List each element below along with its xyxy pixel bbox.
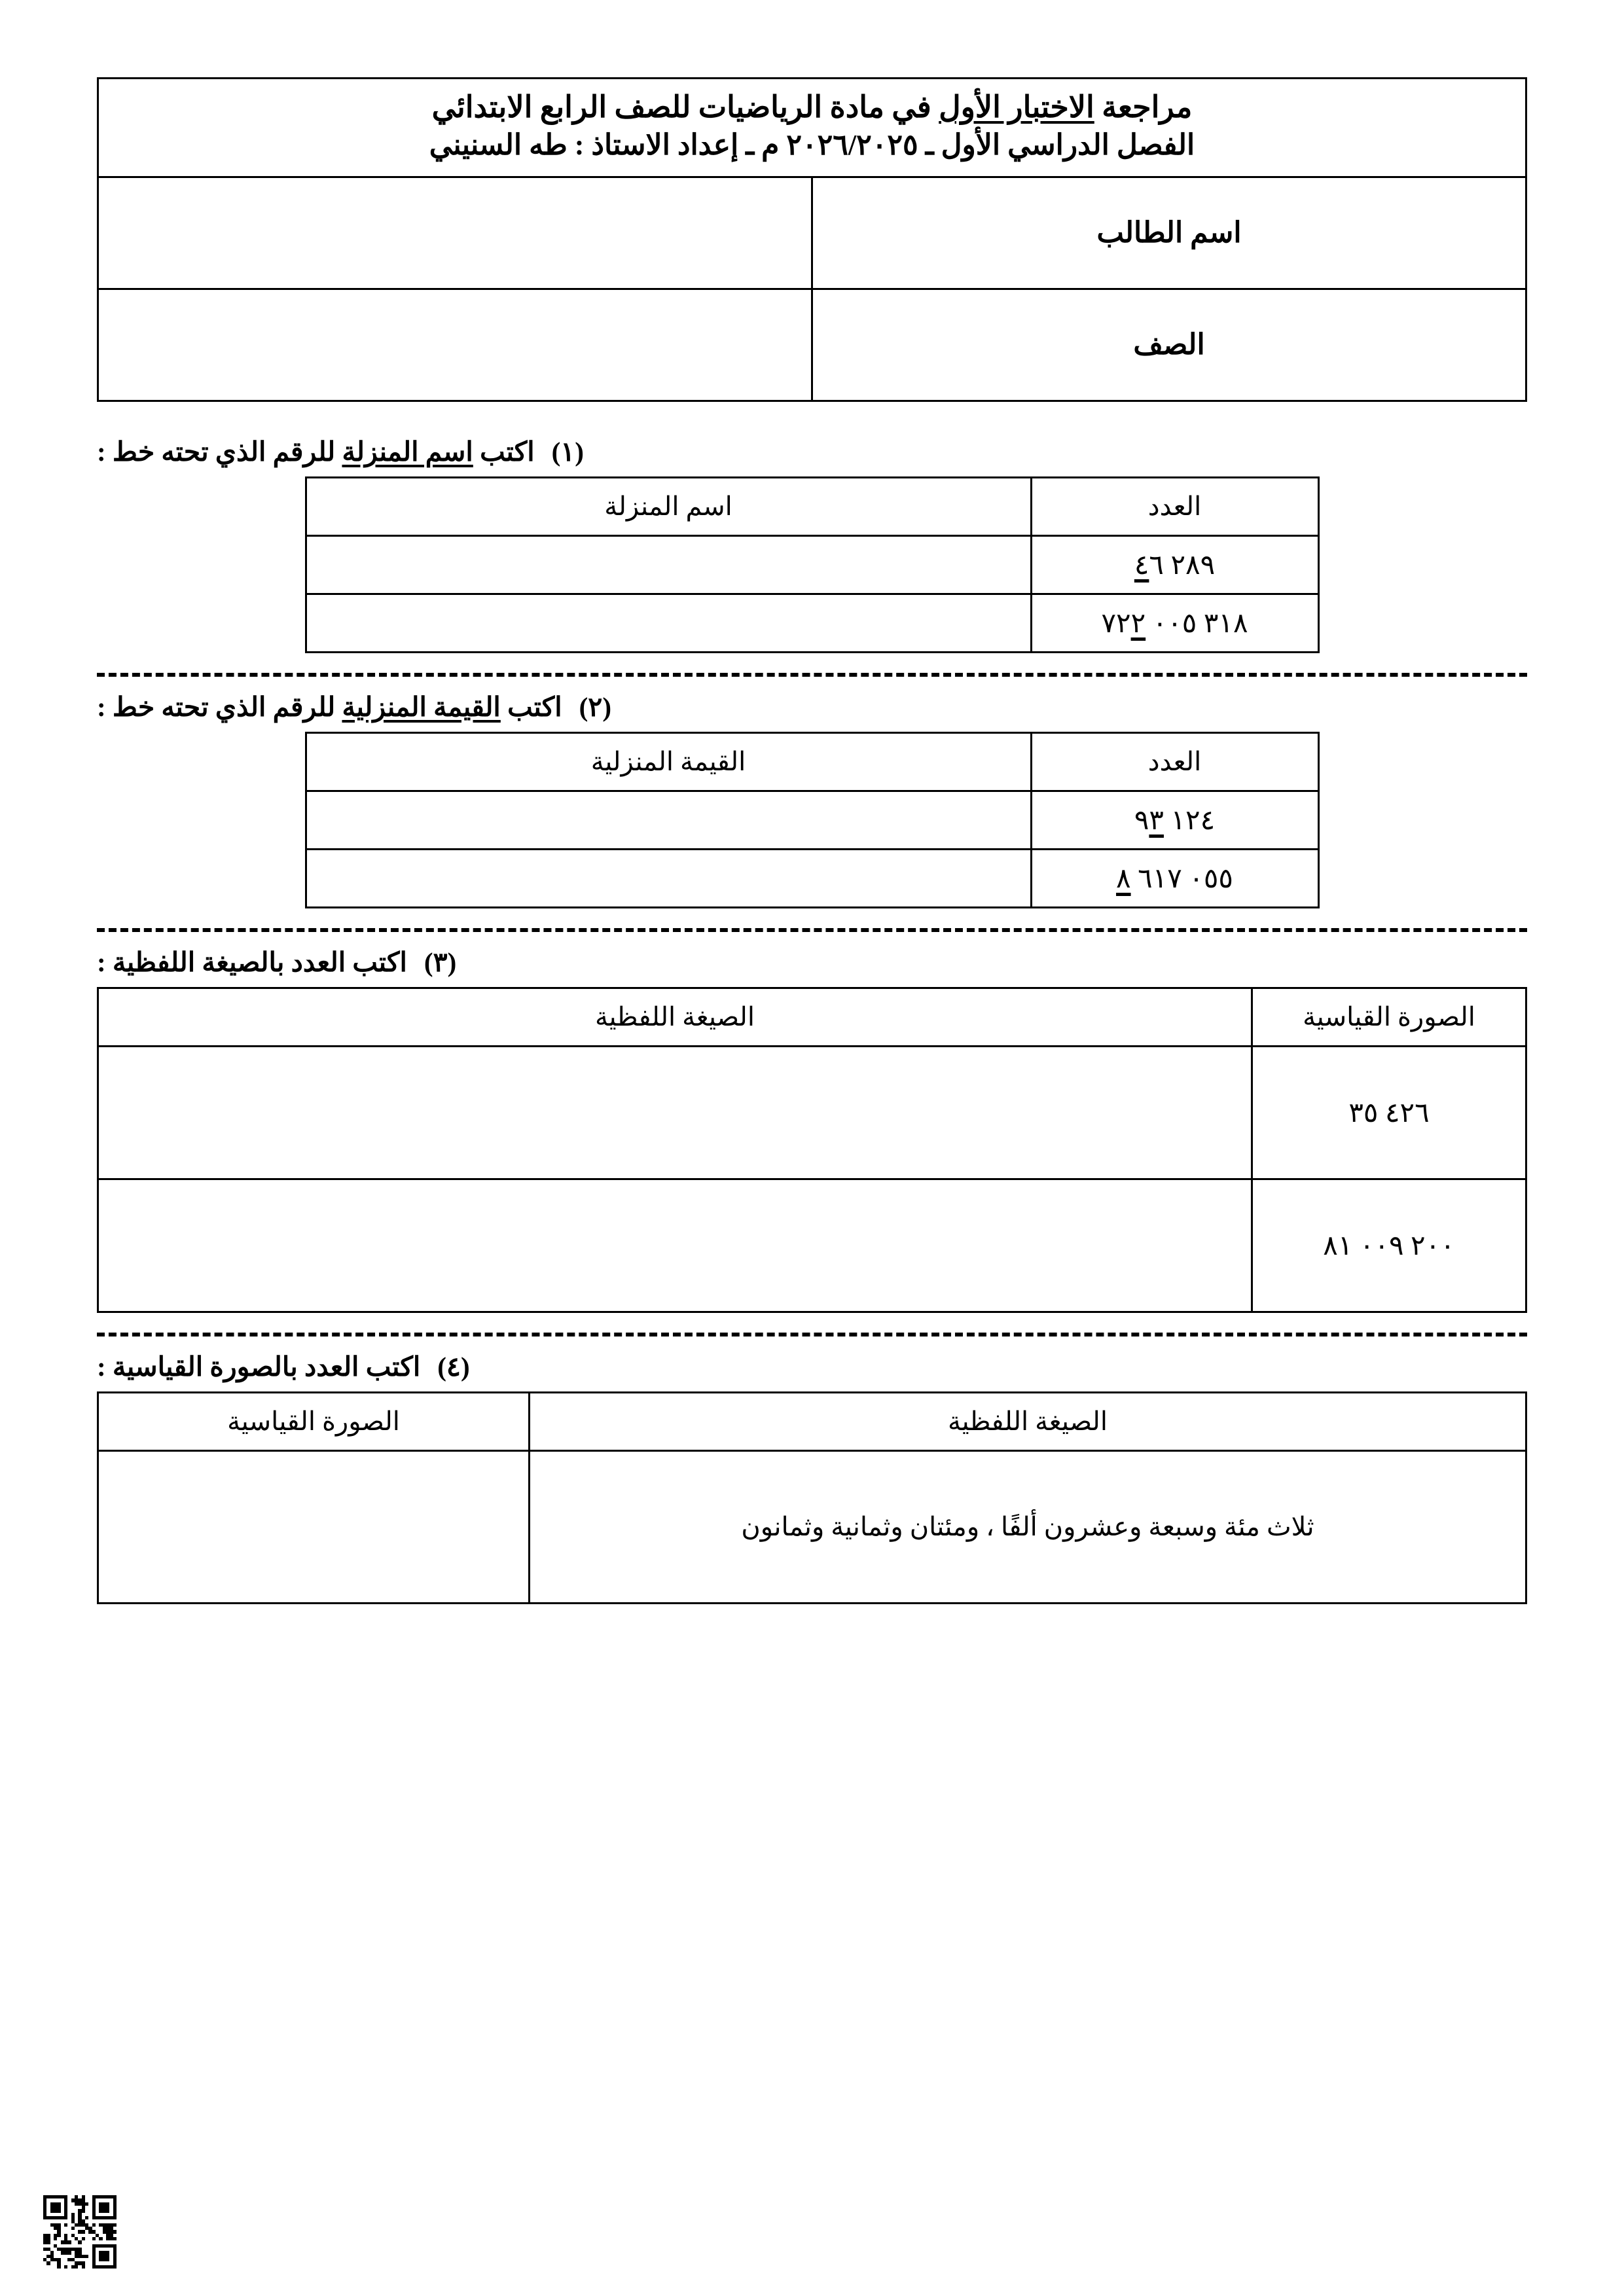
q1-row2-num-after: ٠٠٥ ٣١٨	[1146, 608, 1248, 639]
table-header-row	[98, 988, 1526, 1046]
table-row	[98, 1450, 1526, 1603]
table-header-row	[98, 1392, 1526, 1450]
qr-module	[99, 2265, 102, 2269]
header-table	[97, 77, 1527, 402]
class-label: الصف	[812, 289, 1526, 401]
q3-header-standard: الصورة القياسية	[1252, 988, 1526, 1046]
q1-header-number: العدد	[1031, 477, 1318, 535]
qr-module	[78, 2265, 81, 2269]
question-4-prompt-row	[97, 1351, 1527, 1382]
question-4-table	[97, 1391, 1527, 1604]
q1-row1-num-underlined: ٤	[1134, 550, 1149, 581]
q3-row1-verbal[interactable]	[98, 1046, 1252, 1179]
qr-module	[61, 2265, 64, 2269]
q2-row2-num-after: ٦١٧ ٠٥٥	[1130, 863, 1233, 894]
q1-row2-answer[interactable]	[306, 594, 1031, 652]
qr-module	[88, 2265, 92, 2269]
q2-header-number: العدد	[1031, 732, 1318, 791]
question-1-text-before: اكتب	[473, 436, 535, 467]
question-4-prompt	[97, 1351, 470, 1382]
student-name-row	[98, 177, 1526, 289]
table-header-row	[306, 477, 1318, 535]
table-row	[306, 849, 1318, 907]
qr-module	[64, 2265, 67, 2269]
q2-row2-number	[1031, 849, 1318, 907]
q2-row1-num-after: ١٢٤	[1163, 805, 1216, 836]
qr-module	[54, 2265, 57, 2269]
question-1-table	[305, 476, 1320, 653]
table-row	[306, 791, 1318, 849]
q1-row2-number	[1031, 594, 1318, 652]
question-1-text-underlined: اسم المنزلة	[342, 436, 473, 467]
q3-row2-verbal[interactable]	[98, 1179, 1252, 1312]
qr-module	[71, 2265, 75, 2269]
q3-row1-standard	[1252, 1046, 1526, 1179]
question-3-prompt	[97, 946, 456, 978]
qr-module	[57, 2265, 60, 2269]
question-2-prompt-row	[97, 691, 1527, 723]
question-4-text: اكتب العدد بالصورة القياسية :	[97, 1351, 421, 1382]
q2-row1-num-underlined: ٣	[1149, 805, 1164, 836]
qr-module	[67, 2265, 71, 2269]
q2-row1-answer[interactable]	[306, 791, 1031, 849]
question-2-number: (٢)	[579, 691, 611, 722]
q2-row2-num-underlined: ٨	[1116, 863, 1131, 894]
question-1-prompt-row	[97, 436, 1527, 467]
title-row	[98, 79, 1526, 177]
exam-title-cell	[98, 79, 1526, 177]
table-row	[306, 594, 1318, 652]
class-row	[98, 289, 1526, 401]
q4-row1-standard[interactable]	[98, 1450, 530, 1603]
q3-row2-standard-value: ٨١ ٠٠٩ ٢٠٠	[1323, 1230, 1455, 1261]
qr-module	[43, 2265, 46, 2269]
qr-code-icon	[43, 2195, 117, 2269]
q1-header-answer: اسم المنزلة	[306, 477, 1031, 535]
spacer	[97, 402, 1527, 436]
qr-module	[113, 2265, 117, 2269]
question-3-text: اكتب العدد بالصيغة اللفظية :	[97, 946, 407, 977]
qr-module	[50, 2265, 54, 2269]
q3-row2-standard	[1252, 1179, 1526, 1312]
question-1-prompt	[97, 436, 584, 467]
table-row	[306, 535, 1318, 594]
question-4-number: (٤)	[437, 1351, 470, 1382]
q1-row1-number	[1031, 535, 1318, 594]
page-title	[112, 90, 1512, 125]
title-suffix: في مادة الرياضيات للصف الرابع الابتدائي	[431, 90, 939, 124]
q3-row1-standard-value: ٣٥ ٤٢٦	[1348, 1098, 1430, 1128]
q1-row1-answer[interactable]	[306, 535, 1031, 594]
qr-module	[85, 2265, 88, 2269]
title-prefix: مراجعة	[1094, 90, 1193, 124]
q1-row2-num-before: ٧٢	[1101, 608, 1131, 639]
qr-module	[75, 2265, 78, 2269]
qr-module	[46, 2265, 50, 2269]
qr-module	[106, 2265, 109, 2269]
sheet-content	[97, 77, 1527, 1604]
question-2-text-underlined: القيمة المنزلية	[342, 691, 501, 722]
question-2-table	[305, 732, 1320, 908]
table-row	[98, 1046, 1526, 1179]
question-3-number: (٣)	[424, 946, 457, 977]
separator-2	[97, 928, 1527, 932]
q1-row1-num-after: ٦ ٢٨٩	[1149, 550, 1216, 581]
qr-module	[103, 2265, 106, 2269]
q4-header-verbal: الصيغة اللفظية	[530, 1392, 1526, 1450]
title-underlined-part: الاختبار الأول	[939, 90, 1094, 124]
student-name-input[interactable]	[98, 177, 812, 289]
q4-header-standard: الصورة القياسية	[98, 1392, 530, 1450]
separator-1	[97, 673, 1527, 677]
q2-row1-number	[1031, 791, 1318, 849]
student-name-label: اسم الطالب	[812, 177, 1526, 289]
q2-row2-answer[interactable]	[306, 849, 1031, 907]
qr-module	[96, 2265, 99, 2269]
question-1-text-after: للرقم الذي تحته خط :	[97, 436, 342, 467]
table-row	[98, 1179, 1526, 1312]
q2-header-answer: القيمة المنزلية	[306, 732, 1031, 791]
question-3-table	[97, 987, 1527, 1313]
table-header-row	[306, 732, 1318, 791]
question-2-prompt	[97, 691, 611, 723]
exam-subtitle: الفصل الدراسي الأول ـ ٢٠٢٦/٢٠٢٥ م ـ إعداد الاستاذ : طه السنيني	[429, 129, 1195, 162]
q1-row2-num-underlined: ٢	[1130, 608, 1146, 639]
qr-module	[82, 2265, 85, 2269]
question-2-text-before: اكتب	[500, 691, 562, 722]
q4-row1-verbal: ثلاث مئة وسبعة وعشرون ألفًا ، ومئتان وثمانية وثمانون	[530, 1450, 1526, 1603]
qr-module	[109, 2265, 113, 2269]
q3-header-verbal: الصيغة اللفظية	[98, 988, 1252, 1046]
question-1-number: (١)	[551, 436, 584, 467]
question-3-prompt-row	[97, 946, 1527, 978]
question-2-text-after: للرقم الذي تحته خط :	[97, 691, 342, 722]
class-input[interactable]	[98, 289, 812, 401]
q2-row1-num-before: ٩	[1134, 805, 1149, 836]
separator-3	[97, 1333, 1527, 1336]
qr-module	[92, 2265, 96, 2269]
